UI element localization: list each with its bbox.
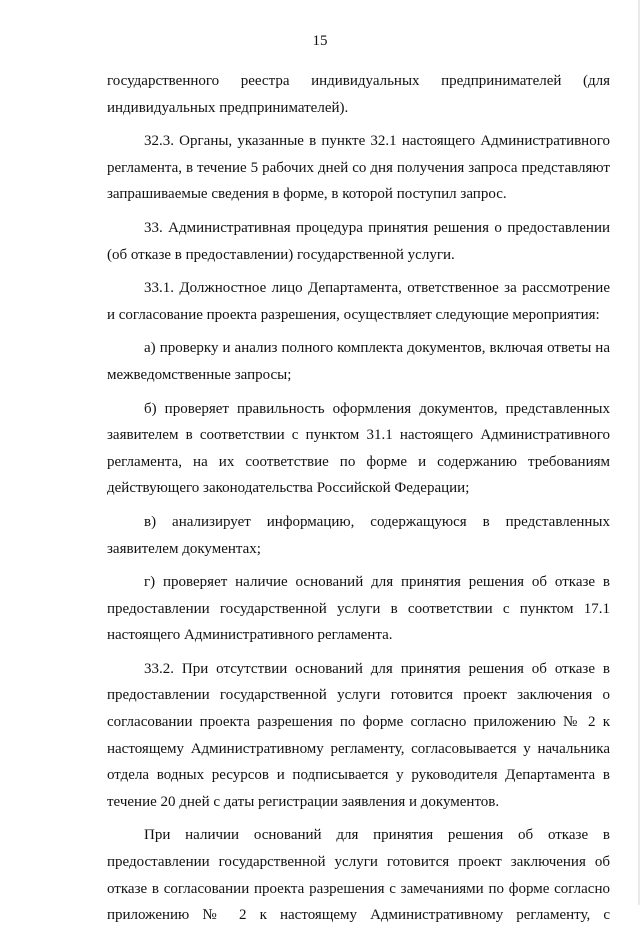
paragraph-33-2: 33.2. При отсутствии оснований для принятия решения об отказе в предоставлении государственной услуги готовится проект заключения о согласовании проекта разрешения по форме согласно приложению № 2 к настоящему Административному регламенту, согласовывается у начальника отдела водных ресурсов и подписывается у руководителя Департамента в течение 20 дней с даты регистрации заявления и документов.	[107, 660, 610, 810]
paragraph-registry-continuation: государственного реестра индивидуальных предпринимателей (для индивидуальных предпринимателей).	[107, 73, 610, 116]
paragraph-33: 33. Административная процедура принятия решения о предоставлении (об отказе в предоставлении) государственной услуги.	[107, 219, 610, 263]
document-body	[107, 68, 610, 936]
list-item-v: в) анализирует информацию, содержащуюся в представленных заявителем документах;	[107, 513, 610, 557]
list-item-g: г) проверяет наличие оснований для принятия решения об отказе в предоставлении государственной услуги в соответствии с пунктом 17.1 настоящего Административного регламента.	[107, 574, 610, 644]
paragraph-32-3: 32.3. Органы, указанные в пункте 32.1 настоящего Административного регламента, в течение 5 рабочих дней со дня получения запроса представляют запрашиваемые сведения в форме, в которой поступил запрос.	[107, 133, 610, 203]
paragraph-33-1: 33.1. Должностное лицо Департамента, ответственное за рассмотрение и согласование проекта разрешения, осуществляет следующие мероприятия:	[107, 280, 610, 323]
paragraph-refusal-grounds: При наличии оснований для принятия решения об отказе в предоставлении государственной услуги готовится проект заключения об отказе в согласовании проекта разрешения с замечаниями по форме согласно приложению № 2 к настоящему Административному регламенту, с	[107, 827, 610, 924]
page-number: 15	[312, 33, 328, 49]
list-item-a: а) проверку и анализ полного комплекта документов, включая ответы на межведомственные запросы;	[107, 340, 610, 383]
list-item-b: б) проверяет правильность оформления документов, представленных заявителем в соответствии с пунктом 31.1 настоящего Административного регламента, на их соответствие по форме и содержанию требованиям действующего законодательства Российской Федерации;	[107, 400, 610, 497]
